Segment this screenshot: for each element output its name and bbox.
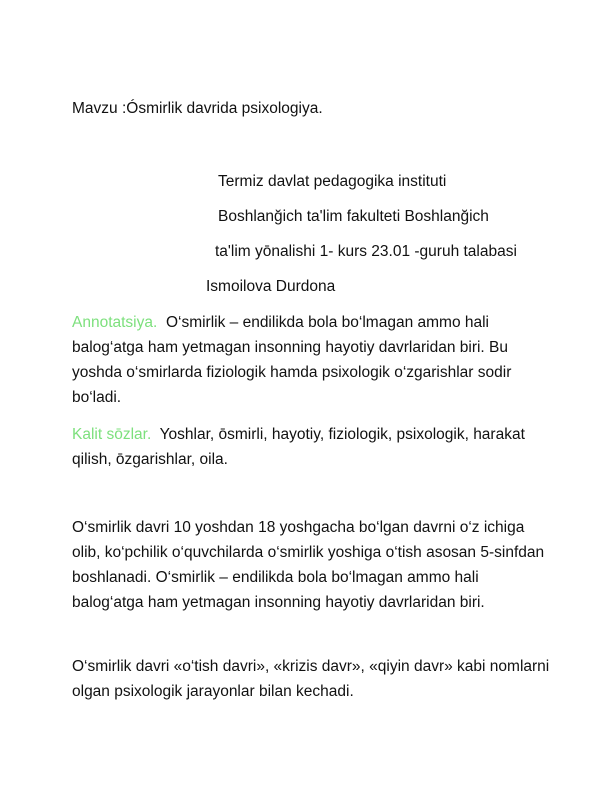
topic-heading: Mavzu :Ósmirlik davrida psixologiya.	[72, 100, 323, 117]
keywords-text: Yoshlar, ōsmirli, hayotiy, fiziologik, psixologik, harakat qilish, ōzgarishlar, oila.	[72, 426, 525, 468]
body-paragraph-1: O‘smirlik davri 10 yoshdan 18 yoshgacha bo‘lgan davrni o‘z ichiga olib, ko‘pchilik o‘quvchilarda o‘smirlik yoshiga o‘tish asosan 5-sinfdan boshlanadi. O‘smirlik – endilikda bola bo‘lmagan ammo hali balog‘atga ham yetmagan insonning hayotiy davrlaridan biri.	[72, 519, 545, 611]
author-institute-line: Termiz davlat pedagogika instituti	[218, 173, 447, 190]
keywords-paragraph	[72, 422, 550, 472]
author-course-line: ta'lim yōnalishi 1- kurs 23.01 -guruh talabasi	[215, 243, 517, 260]
annotation-text: O‘smirlik – endilikda bola bo‘lmagan ammo hali balog‘atga ham yetmagan insonning hayotiy davrlaridan biri. Bu yoshda o‘smirlarda fiziologik hamda psixologik o‘zgarishlar sodir bo‘ladi.	[72, 314, 512, 406]
keywords-label: Kalit sōzlar.	[72, 426, 152, 443]
annotation-label: Annotatsiya.	[72, 314, 158, 331]
author-faculty-line: Boshlanğich ta'lim fakulteti Boshlanğich	[218, 208, 489, 225]
body-paragraph-2: O‘smirlik davri «o‘tish davri», «krizis davr», «qiyin davr» kabi nomlarni olgan psixologik jarayonlar bilan kechadi.	[72, 658, 550, 700]
author-name-line: Ismoilova Durdona	[206, 278, 336, 295]
annotation-paragraph	[72, 310, 550, 410]
